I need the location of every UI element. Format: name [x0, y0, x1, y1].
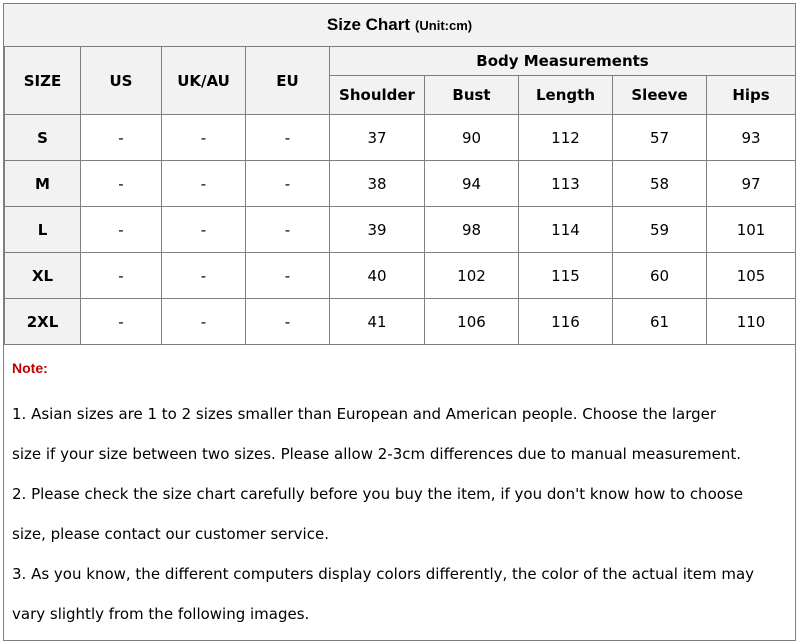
table-row — [5, 299, 796, 345]
cell-length: 113 — [519, 161, 613, 207]
cell-sleeve: 57 — [613, 115, 707, 161]
note-line: 1. Asian sizes are 1 to 2 sizes smaller than European and American people. Choose the larger — [12, 405, 717, 423]
cell-bust: 98 — [425, 207, 519, 253]
note-line: size, please contact our customer service. — [12, 525, 329, 543]
cell-ukau: - — [162, 115, 246, 161]
cell-size: M — [5, 161, 81, 207]
note-title: Note: — [12, 360, 48, 376]
table-row — [5, 253, 796, 299]
cell-length: 114 — [519, 207, 613, 253]
header-hips: Hips — [707, 76, 796, 115]
cell-shoulder: 38 — [330, 161, 425, 207]
cell-eu: - — [246, 115, 330, 161]
cell-us: - — [81, 115, 162, 161]
table-row — [5, 115, 796, 161]
header-sleeve: Sleeve — [613, 76, 707, 115]
note-section — [12, 355, 787, 634]
note-line: 2. Please check the size chart carefully before you buy the item, if you don't know how to choose — [12, 485, 743, 503]
cell-size: XL — [5, 253, 81, 299]
cell-us: - — [81, 161, 162, 207]
cell-ukau: - — [162, 207, 246, 253]
cell-ukau: - — [162, 253, 246, 299]
cell-sleeve: 59 — [613, 207, 707, 253]
cell-hips: 110 — [707, 299, 796, 345]
cell-bust: 94 — [425, 161, 519, 207]
cell-hips: 97 — [707, 161, 796, 207]
cell-us: - — [81, 299, 162, 345]
cell-bust: 90 — [425, 115, 519, 161]
size-table — [4, 46, 796, 345]
cell-sleeve: 61 — [613, 299, 707, 345]
cell-ukau: - — [162, 299, 246, 345]
header-bust: Bust — [425, 76, 519, 115]
header-ukau: UK/AU — [162, 47, 246, 115]
cell-hips: 93 — [707, 115, 796, 161]
cell-ukau: - — [162, 161, 246, 207]
chart-title-bar — [4, 4, 795, 47]
cell-length: 116 — [519, 299, 613, 345]
cell-hips: 101 — [707, 207, 796, 253]
cell-us: - — [81, 253, 162, 299]
table-row — [5, 207, 796, 253]
cell-bust: 106 — [425, 299, 519, 345]
note-line: 3. As you know, the different computers display colors differently, the color of the actual item may — [12, 565, 755, 583]
cell-sleeve: 60 — [613, 253, 707, 299]
cell-shoulder: 37 — [330, 115, 425, 161]
note-line: vary slightly from the following images. — [12, 605, 310, 623]
chart-unit: (Unit:cm) — [415, 17, 473, 33]
cell-hips: 105 — [707, 253, 796, 299]
note-line: size if your size between two sizes. Please allow 2-3cm differences due to manual measurement. — [12, 445, 741, 463]
cell-eu: - — [246, 299, 330, 345]
cell-sleeve: 58 — [613, 161, 707, 207]
cell-size: L — [5, 207, 81, 253]
cell-eu: - — [246, 161, 330, 207]
header-length: Length — [519, 76, 613, 115]
cell-length: 112 — [519, 115, 613, 161]
table-row — [5, 161, 796, 207]
cell-length: 115 — [519, 253, 613, 299]
cell-eu: - — [246, 207, 330, 253]
cell-bust: 102 — [425, 253, 519, 299]
cell-us: - — [81, 207, 162, 253]
cell-eu: - — [246, 253, 330, 299]
cell-size: 2XL — [5, 299, 81, 345]
header-body-measurements: Body Measurements — [330, 47, 796, 76]
header-us: US — [81, 47, 162, 115]
note-lines — [12, 394, 787, 634]
header-size: SIZE — [5, 47, 81, 115]
header-shoulder: Shoulder — [330, 76, 425, 115]
cell-shoulder: 39 — [330, 207, 425, 253]
cell-size: S — [5, 115, 81, 161]
header-eu: EU — [246, 47, 330, 115]
cell-shoulder: 40 — [330, 253, 425, 299]
cell-shoulder: 41 — [330, 299, 425, 345]
chart-title: Size Chart — [326, 15, 411, 34]
